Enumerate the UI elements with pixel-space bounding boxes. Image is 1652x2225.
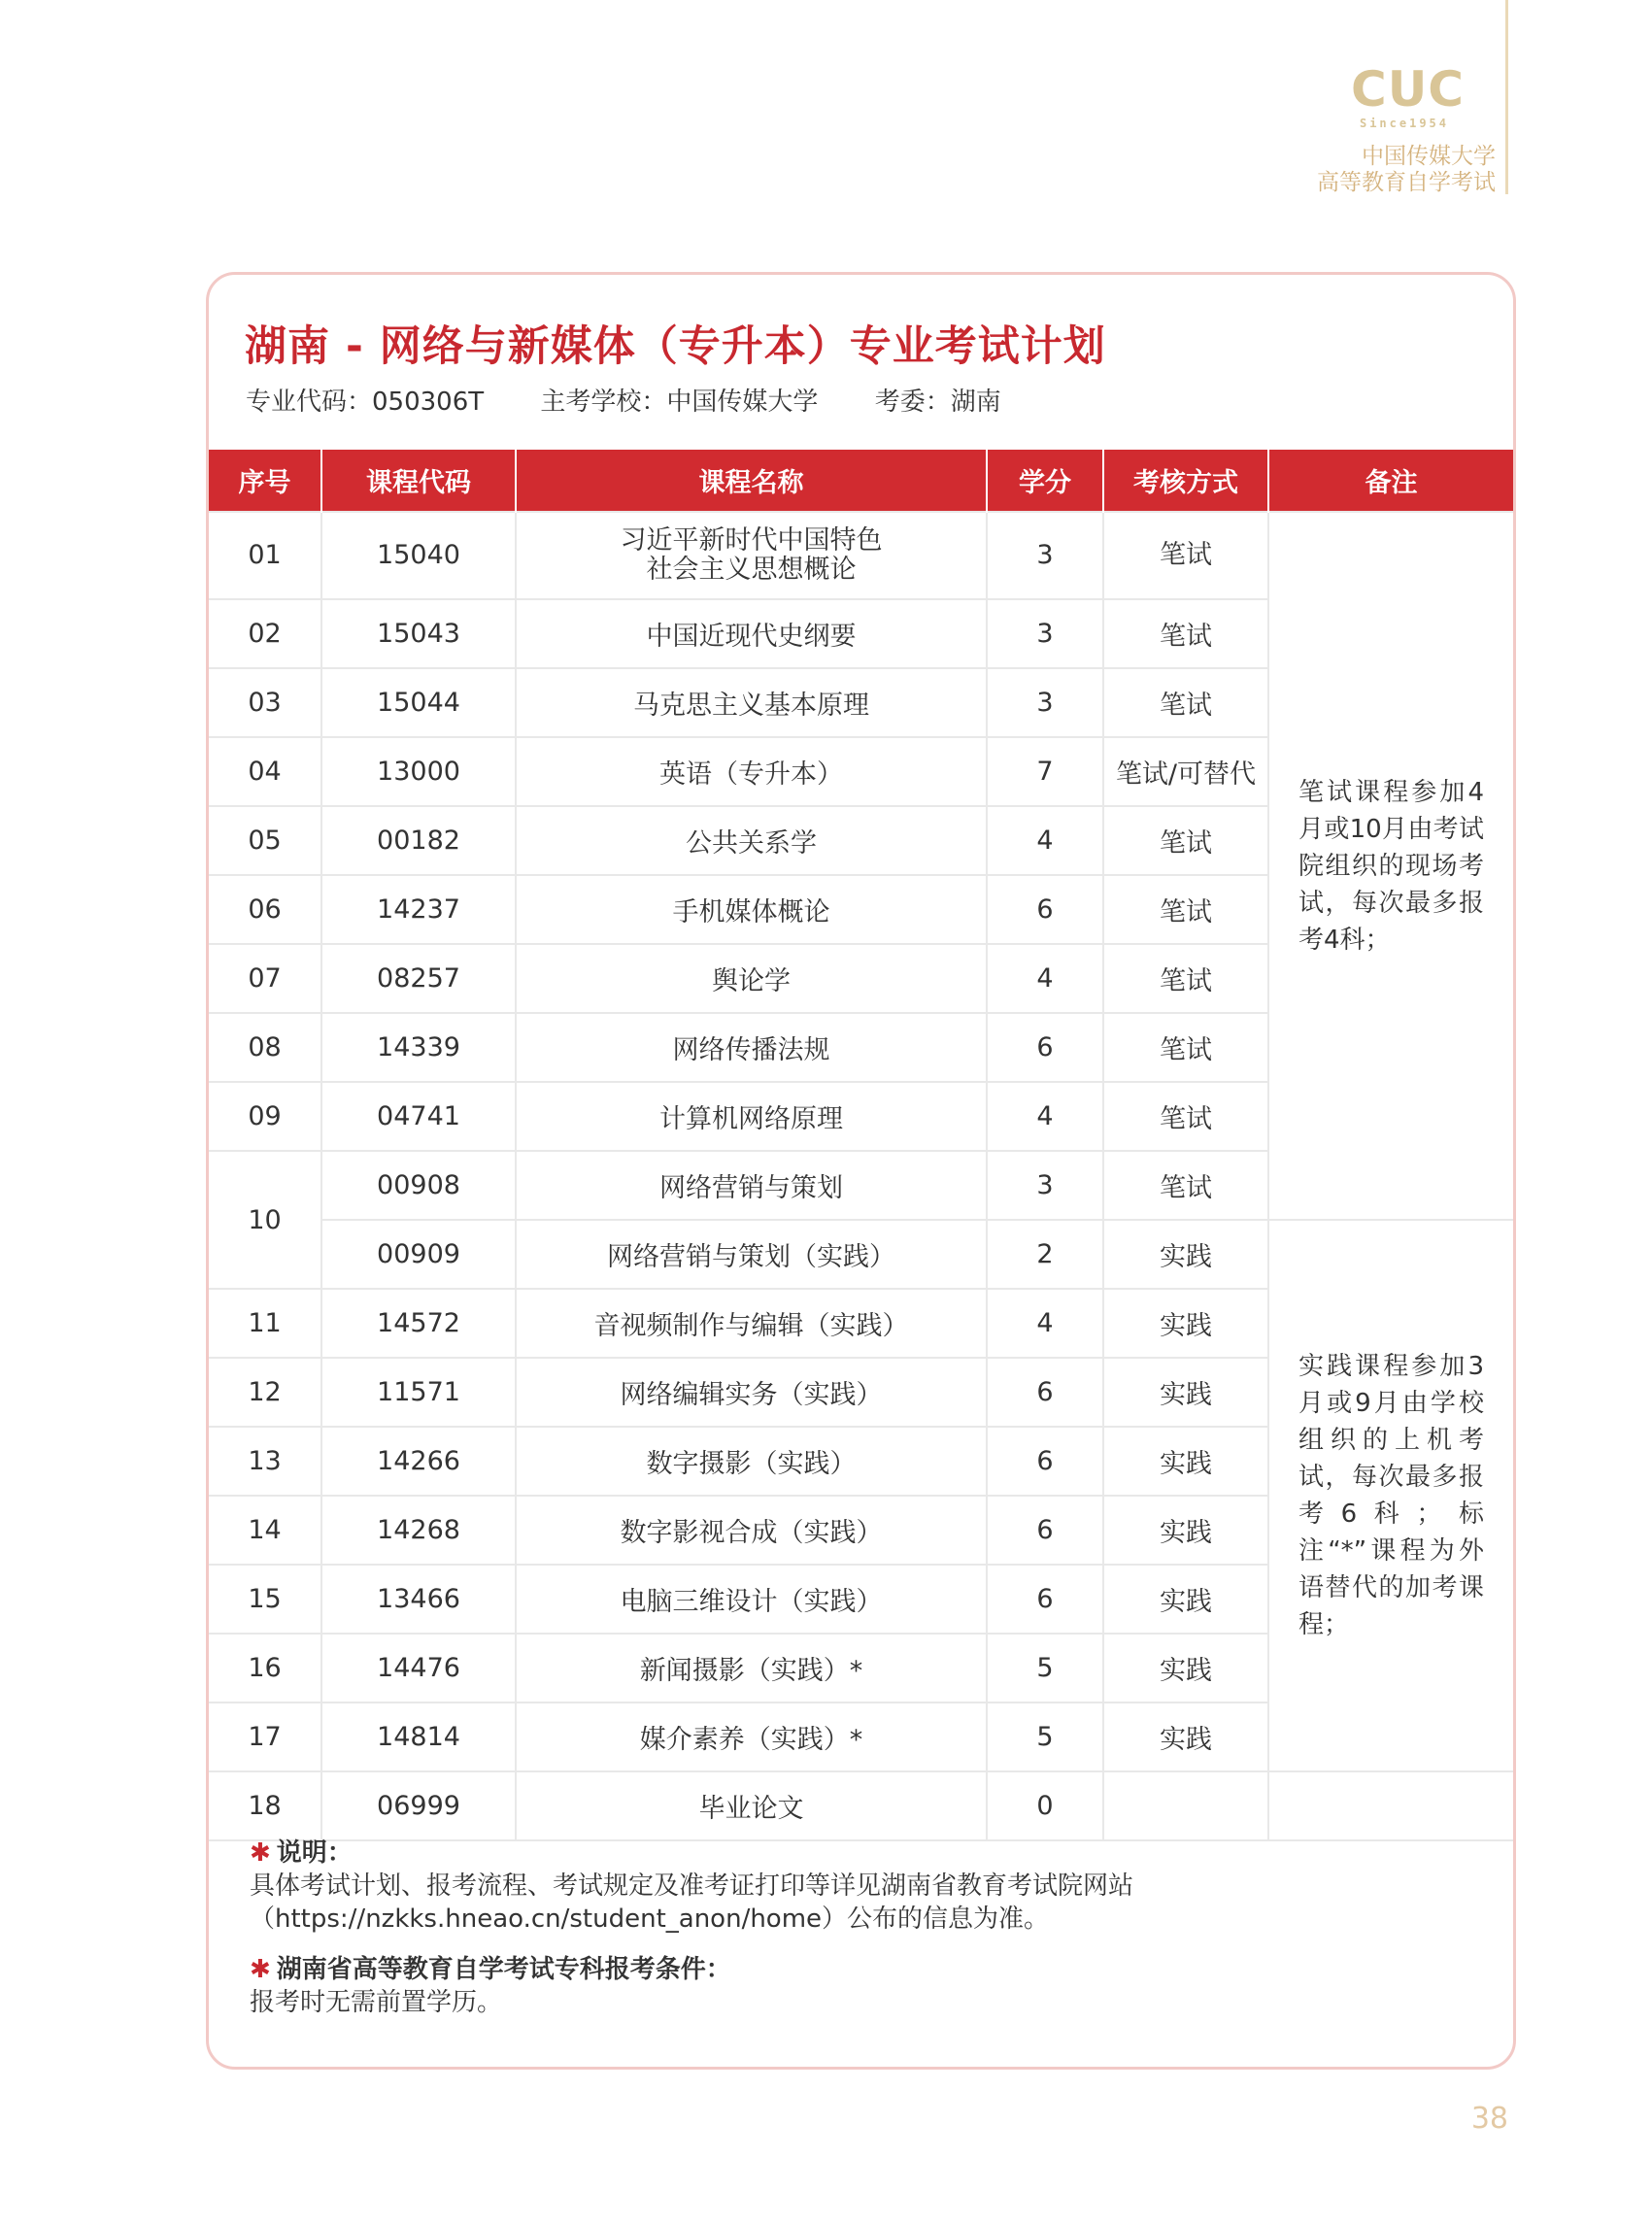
cell-credit: 3 — [987, 668, 1103, 737]
cell-code: 04741 — [321, 1082, 516, 1151]
cell-credit: 2 — [987, 1220, 1103, 1289]
note1-heading — [250, 1837, 1133, 1870]
cell-no: 08 — [209, 1013, 321, 1082]
cell-name: 网络营销与策划（实践） — [516, 1220, 987, 1289]
cell-code: 11571 — [321, 1358, 516, 1427]
cuc-logo — [1351, 61, 1465, 130]
cell-code: 14339 — [321, 1013, 516, 1082]
cell-code: 15040 — [321, 512, 516, 599]
org-line1: 中国传媒大学 — [1362, 144, 1496, 169]
table-row — [209, 1771, 1513, 1840]
org-line2: 高等教育自学考试 — [1317, 170, 1496, 195]
cell-no: 13 — [209, 1427, 321, 1496]
cell-method: 实践 — [1103, 1289, 1268, 1358]
cell-no: 06 — [209, 875, 321, 944]
cell-no: 01 — [209, 512, 321, 599]
logo-since: Since1954 — [1359, 117, 1450, 130]
cell-name: 网络传播法规 — [516, 1013, 987, 1082]
remark-practice-exam: 实践课程参加3月或9月由学校组织的上机考试，每次最多报考6科；标注“*”课程为外语替代的加考课程； — [1268, 1220, 1513, 1771]
cell-no: 16 — [209, 1634, 321, 1702]
cell-method: 笔试 — [1103, 1013, 1268, 1082]
table-row — [209, 1220, 1513, 1289]
cell-no: 11 — [209, 1289, 321, 1358]
cell-code: 15043 — [321, 599, 516, 668]
footnotes — [250, 1837, 1133, 2019]
cell-credit: 4 — [987, 944, 1103, 1013]
cell-name: 毕业论文 — [516, 1771, 987, 1840]
cell-credit: 6 — [987, 875, 1103, 944]
cell-method: 实践 — [1103, 1702, 1268, 1771]
col-header-method: 考核方式 — [1103, 450, 1268, 512]
cell-method: 实践 — [1103, 1220, 1268, 1289]
cell-method: 笔试 — [1103, 1082, 1268, 1151]
cell-credit: 5 — [987, 1702, 1103, 1771]
cell-method: 实践 — [1103, 1565, 1268, 1634]
cell-no: 05 — [209, 806, 321, 875]
cell-name: 马克思主义基本原理 — [516, 668, 987, 737]
cell-name: 公共关系学 — [516, 806, 987, 875]
logo-mark: CUC — [1351, 61, 1465, 118]
cell-code: 14237 — [321, 875, 516, 944]
cell-code: 14268 — [321, 1496, 516, 1565]
cell-credit: 7 — [987, 737, 1103, 806]
org-name — [1317, 144, 1496, 196]
cell-method: 实践 — [1103, 1634, 1268, 1702]
note2-head-text: 湖南省高等教育自学考试专科报考条件： — [276, 1955, 731, 1984]
note2-heading — [250, 1953, 1133, 1986]
cell-no: 07 — [209, 944, 321, 1013]
cell-no: 04 — [209, 737, 321, 806]
cell-credit: 0 — [987, 1771, 1103, 1840]
cell-method — [1103, 1771, 1268, 1840]
cell-name: 手机媒体概论 — [516, 875, 987, 944]
cell-name: 中国近现代史纲要 — [516, 599, 987, 668]
cell-code: 00908 — [321, 1151, 516, 1220]
cell-method: 笔试 — [1103, 668, 1268, 737]
cell-name: 数字影视合成（实践） — [516, 1496, 987, 1565]
page-number: 38 — [1470, 2102, 1508, 2136]
note1-line1: 具体考试计划、报考流程、考试规定及准考证打印等详见湖南省教育考试院网站 — [250, 1871, 1134, 1901]
cell-credit: 4 — [987, 1082, 1103, 1151]
cell-credit: 3 — [987, 1151, 1103, 1220]
cell-name: 网络营销与策划 — [516, 1151, 987, 1220]
cell-method: 笔试 — [1103, 944, 1268, 1013]
col-header-no: 序号 — [209, 450, 321, 512]
cell-method: 笔试 — [1103, 875, 1268, 944]
cell-no: 15 — [209, 1565, 321, 1634]
cell-credit: 6 — [987, 1565, 1103, 1634]
cell-method: 笔试 — [1103, 806, 1268, 875]
cell-credit: 5 — [987, 1634, 1103, 1702]
col-header-code: 课程代码 — [321, 450, 516, 512]
host-school: 主考学校：中国传媒大学 — [540, 388, 819, 417]
cell-name-line2: 社会主义思想概论 — [646, 555, 857, 585]
cell-no: 10 — [209, 1151, 321, 1289]
cell-credit: 6 — [987, 1013, 1103, 1082]
cell-method: 实践 — [1103, 1496, 1268, 1565]
cell-method: 笔试 — [1103, 512, 1268, 599]
cell-no: 14 — [209, 1496, 321, 1565]
cell-credit: 6 — [987, 1496, 1103, 1565]
cell-name: 网络编辑实务（实践） — [516, 1358, 987, 1427]
asterisk-icon: ✱ — [250, 1955, 271, 1984]
cell-method: 笔试/可替代 — [1103, 737, 1268, 806]
cell-name: 数字摄影（实践） — [516, 1427, 987, 1496]
cell-name: 新闻摄影（实践）* — [516, 1634, 987, 1702]
page-title: 湖南 - 网络与新媒体（专升本）专业考试计划 — [245, 322, 1106, 371]
note2-line1: 报考时无需前置学历。 — [250, 1988, 503, 2017]
cell-code: 14476 — [321, 1634, 516, 1702]
note1-head-text: 说明： — [276, 1838, 353, 1868]
cell-name-line1: 习近平新时代中国特色 — [620, 525, 883, 556]
cell-name: 媒介素养（实践）* — [516, 1702, 987, 1771]
committee: 考委：湖南 — [874, 388, 1001, 417]
table-row — [209, 512, 1513, 599]
cell-code: 06999 — [321, 1771, 516, 1840]
cell-credit: 3 — [987, 599, 1103, 668]
plan-meta — [246, 382, 1050, 418]
table-header-row — [209, 450, 1513, 512]
cell-code: 08257 — [321, 944, 516, 1013]
cell-code: 13000 — [321, 737, 516, 806]
cell-code: 14572 — [321, 1289, 516, 1358]
cell-no: 17 — [209, 1702, 321, 1771]
cell-name: 电脑三维设计（实践） — [516, 1565, 987, 1634]
exam-plan-table — [209, 450, 1513, 1841]
note1-line2: （https://nzkks.hneao.cn/student_anon/home）公布的信息为准。 — [250, 1905, 1050, 1934]
cell-method: 实践 — [1103, 1427, 1268, 1496]
cell-credit: 3 — [987, 512, 1103, 599]
cell-remark-empty — [1268, 1771, 1513, 1840]
cell-no: 02 — [209, 599, 321, 668]
cell-no: 18 — [209, 1771, 321, 1840]
major-code: 专业代码：050306T — [246, 388, 485, 417]
col-header-remark: 备注 — [1268, 450, 1513, 512]
cell-name: 舆论学 — [516, 944, 987, 1013]
cell-method: 笔试 — [1103, 599, 1268, 668]
cell-code: 00909 — [321, 1220, 516, 1289]
exam-plan-card — [206, 272, 1516, 2070]
cell-code: 15044 — [321, 668, 516, 737]
cell-no: 12 — [209, 1358, 321, 1427]
asterisk-icon: ✱ — [250, 1838, 271, 1868]
cell-method: 实践 — [1103, 1358, 1268, 1427]
cell-credit: 4 — [987, 806, 1103, 875]
remark-written-exam: 笔试课程参加4月或10月由考试院组织的现场考试，每次最多报考4科； — [1268, 512, 1513, 1220]
header-divider-line — [1505, 0, 1508, 194]
cell-method: 笔试 — [1103, 1151, 1268, 1220]
cell-code: 13466 — [321, 1565, 516, 1634]
col-header-name: 课程名称 — [516, 450, 987, 512]
cell-name: 计算机网络原理 — [516, 1082, 987, 1151]
cell-no: 09 — [209, 1082, 321, 1151]
cell-name — [516, 512, 987, 599]
cell-credit: 6 — [987, 1427, 1103, 1496]
cell-code: 14266 — [321, 1427, 516, 1496]
cell-code: 00182 — [321, 806, 516, 875]
cell-code: 14814 — [321, 1702, 516, 1771]
cell-name: 英语（专升本） — [516, 737, 987, 806]
cell-credit: 4 — [987, 1289, 1103, 1358]
col-header-credit: 学分 — [987, 450, 1103, 512]
cell-name: 音视频制作与编辑（实践） — [516, 1289, 987, 1358]
cell-credit: 6 — [987, 1358, 1103, 1427]
cell-no: 03 — [209, 668, 321, 737]
